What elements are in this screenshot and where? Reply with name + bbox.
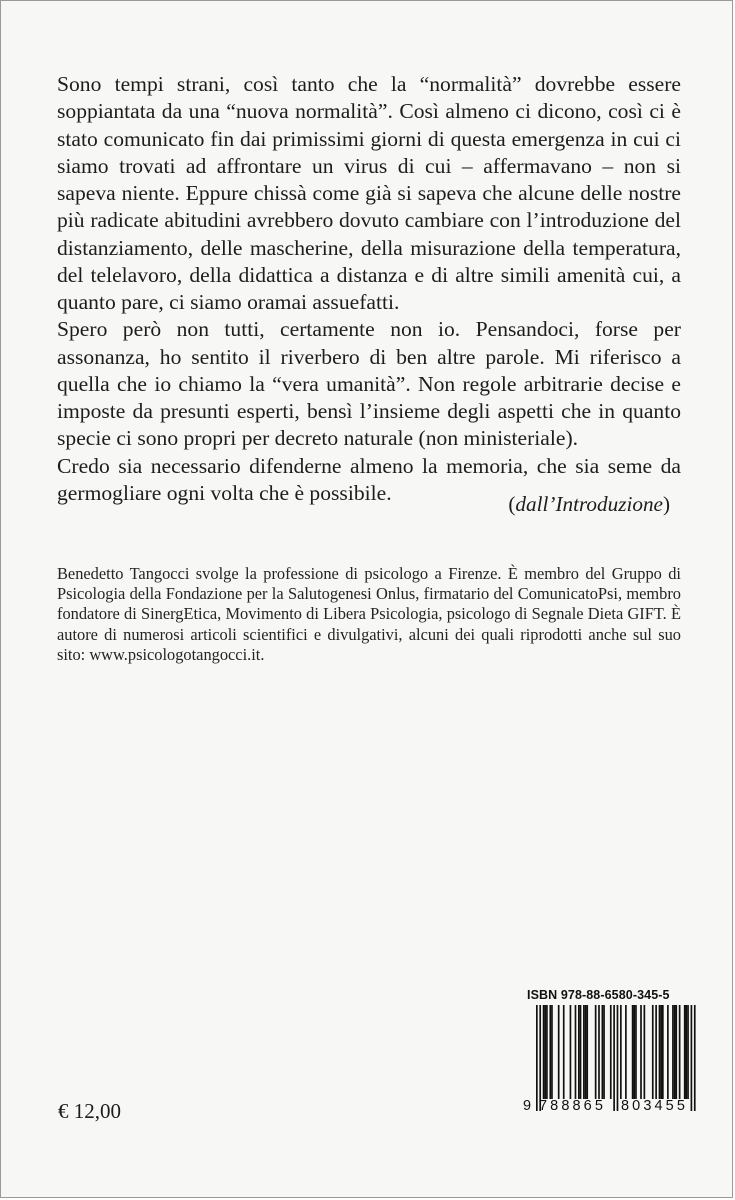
intro-excerpt xyxy=(57,71,681,507)
source-close-paren: ) xyxy=(662,492,670,516)
source-open-paren: ( xyxy=(508,492,516,516)
ean-left-digits: 788865 xyxy=(539,1098,606,1114)
intro-paragraph: Sono tempi strani, così tanto che la “normalità” dovrebbe essere soppiantata da una “nuova normalità”. Così almeno ci dicono, così ci è stato comunicato fin dai primissimi giorni di questa emergenza in cui ci siamo trovati ad affrontare un virus di cui – affermavano – non si sapeva niente. Eppure chissà come già si sapeva che alcune delle nostre più radicate abitudini avrebbero dovuto cambiare con l’introduzione del distanziamento, delle mascherine, della misurazione della temperatura, del telelavoro, della didattica a distanza e di altre simili amenità cui, a quanto pare, ci siamo oramai assuefatti. xyxy=(57,72,681,314)
author-bio: Benedetto Tangocci svolge la professione di psicologo a Firenze. È membro del Gruppo di Psicologia della Fondazione per la Salutogenesi Onlus, firmatario del ComunicatoPsi, membro fondatore di SinergEtica, Movimento di Libera Psicologia, psicologo di Segnale Dieta GIFT. È autore di numerosi articoli scientifici e divulgativi, alcuni dei quali riprodotti anche sul suo sito: www.psicologotangocci.it. xyxy=(57,564,681,664)
excerpt-source xyxy=(508,490,670,518)
ean-right-digits: 803455 xyxy=(621,1098,688,1114)
intro-paragraph: Credo sia necessario difenderne almeno la memoria, che sia seme da germogliare ogni volta che è possibile. xyxy=(57,453,681,505)
source-title: dall’Introduzione xyxy=(515,492,663,516)
ean-digits xyxy=(523,988,699,1121)
ean-first-digit: 9 xyxy=(523,1098,532,1114)
isbn-barcode xyxy=(523,988,699,1121)
intro-paragraph: Spero però non tutti, certamente non io. Pensandoci, forse per assonanza, ho sentito il riverbero di ben altre parole. Mi riferisco a quella che io chiamo la “vera umanità”. Non regole arbitrarie decise e imposte da presunti esperti, bensì l’insieme degli aspetti che in quanto specie ci sono propri per decreto naturale (non ministeriale). xyxy=(57,317,681,451)
price: € 12,00 xyxy=(58,1099,121,1123)
isbn-label: ISBN 978-88-6580-345-5 xyxy=(527,988,670,1002)
